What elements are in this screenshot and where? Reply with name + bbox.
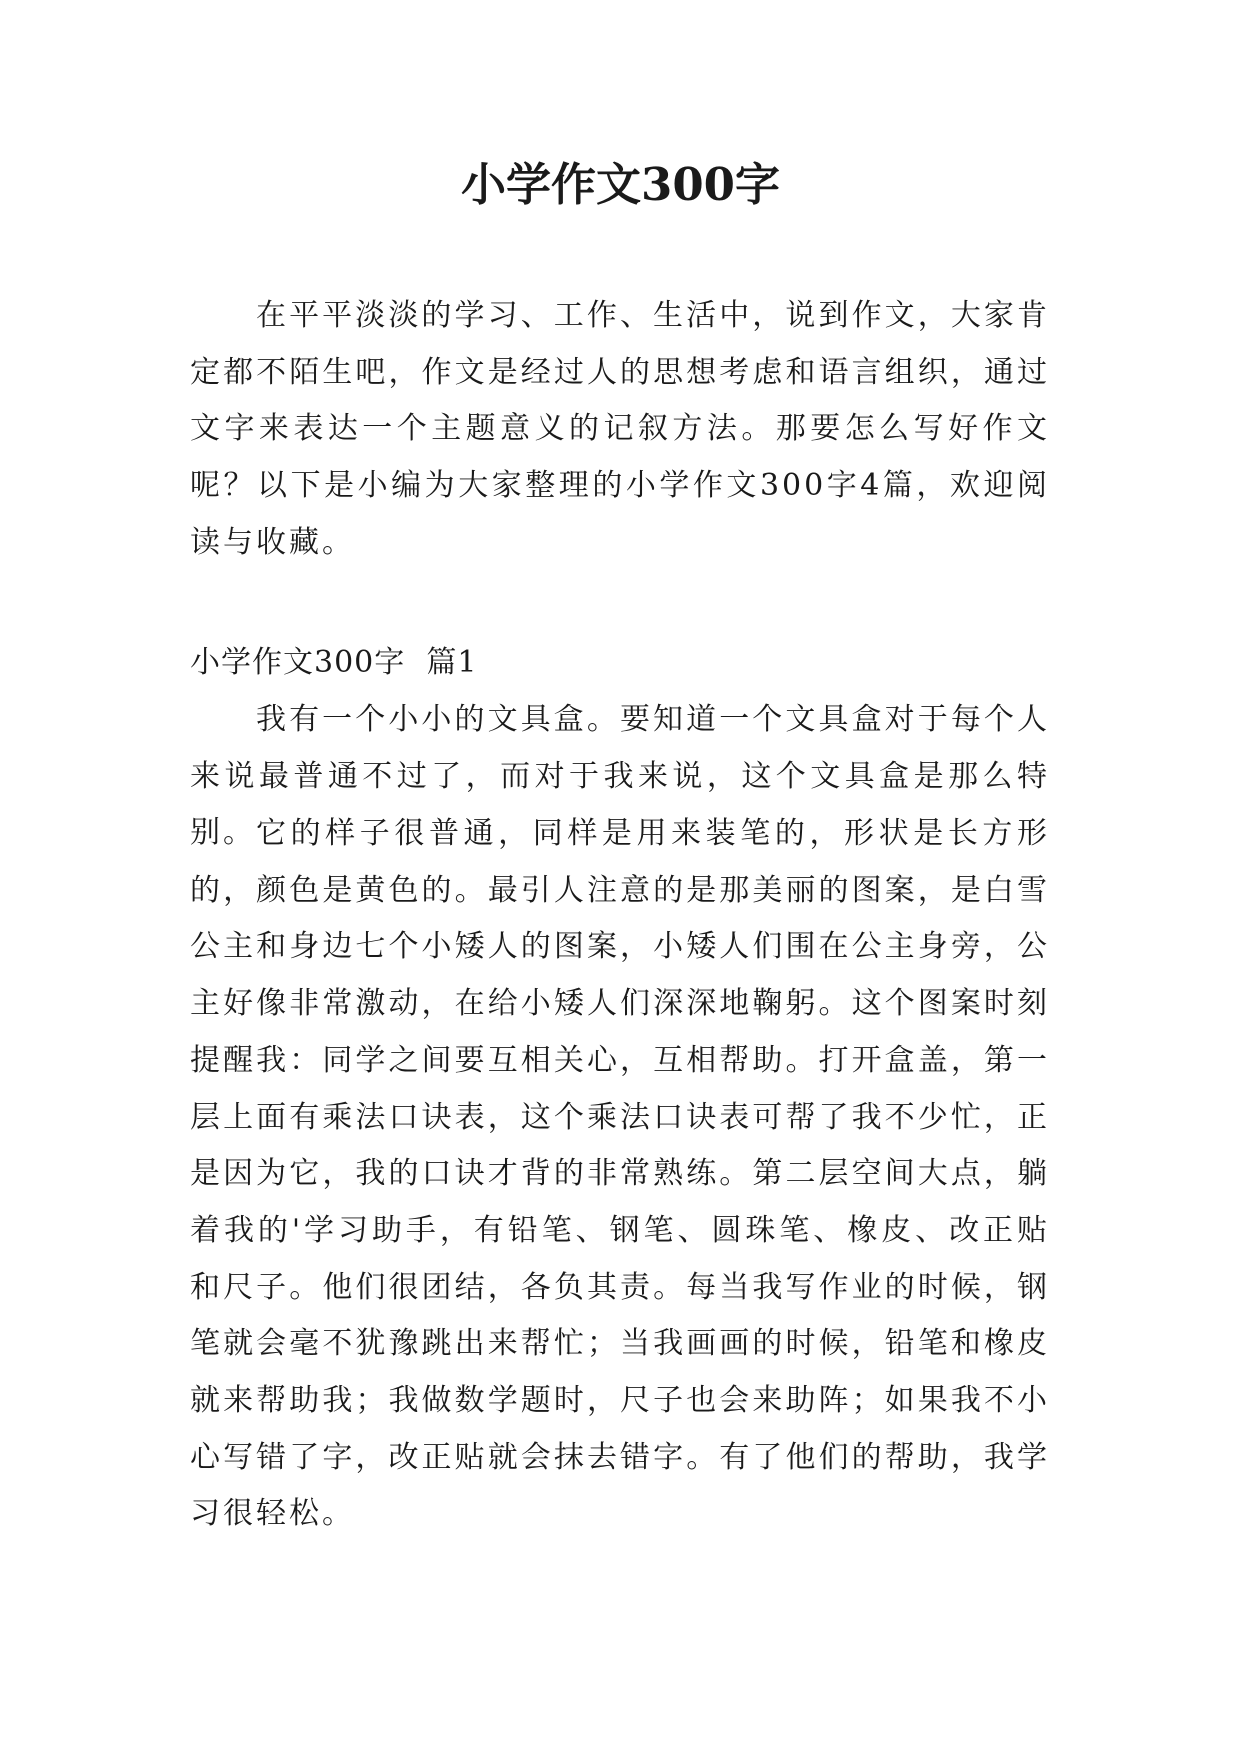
section-heading: 小学作文300字 篇1: [190, 645, 478, 680]
document-title: 小学作文300字: [461, 158, 780, 211]
essay-paragraph: 我有一个小小的文具盒。要知道一个文具盒对于每个人来说最普通不过了，而对于我来说，这个文具盒是那么特别。: [190, 702, 1050, 851]
intro-paragraph: 在平平淡淡的学习、工作、生活中，说到作文，大家肯定都不陌生吧，作文是经过人的思想考虑和语言组织，通过文字来表达一个主题意义的记叙方法。那要怎么写好作文呢？以下是小编为大家整理的小学作文300字4篇，欢迎阅读与收藏。: [190, 298, 1050, 560]
essay-paragraph: 它的样子很普通，同样是用来装笔的，形状是长方形的，颜色是黄色的。最引人注意的是那美丽的图案，是白雪公主和身边七个小矮人的图案，小矮人们围在公主身旁，公主好像非常激动，在给小矮人们深深地鞠躬。这个图案时刻提醒我：同学之间要互相关心，互相帮助。打开盒盖，第一层上面有乘法口诀表，这个乘法口诀表可帮了我不少忙，正是因为它，我的口诀才背的非常熟练。第二层空间大点，躺着我的'学习助手，有铅笔、钢笔、圆珠笔、橡皮、改正贴和尺子。他们很团结，各负其责。每当我写作业的时候，钢笔就会毫不犹豫跳出来帮忙；当我画画的时候，铅笔和橡皮就来帮助我；我做数学题时，尺子也会来助阵；如果我不小心写错了字，改正贴就会抹去错字。有了他们的帮助，我学习很轻松。: [190, 816, 1050, 1532]
